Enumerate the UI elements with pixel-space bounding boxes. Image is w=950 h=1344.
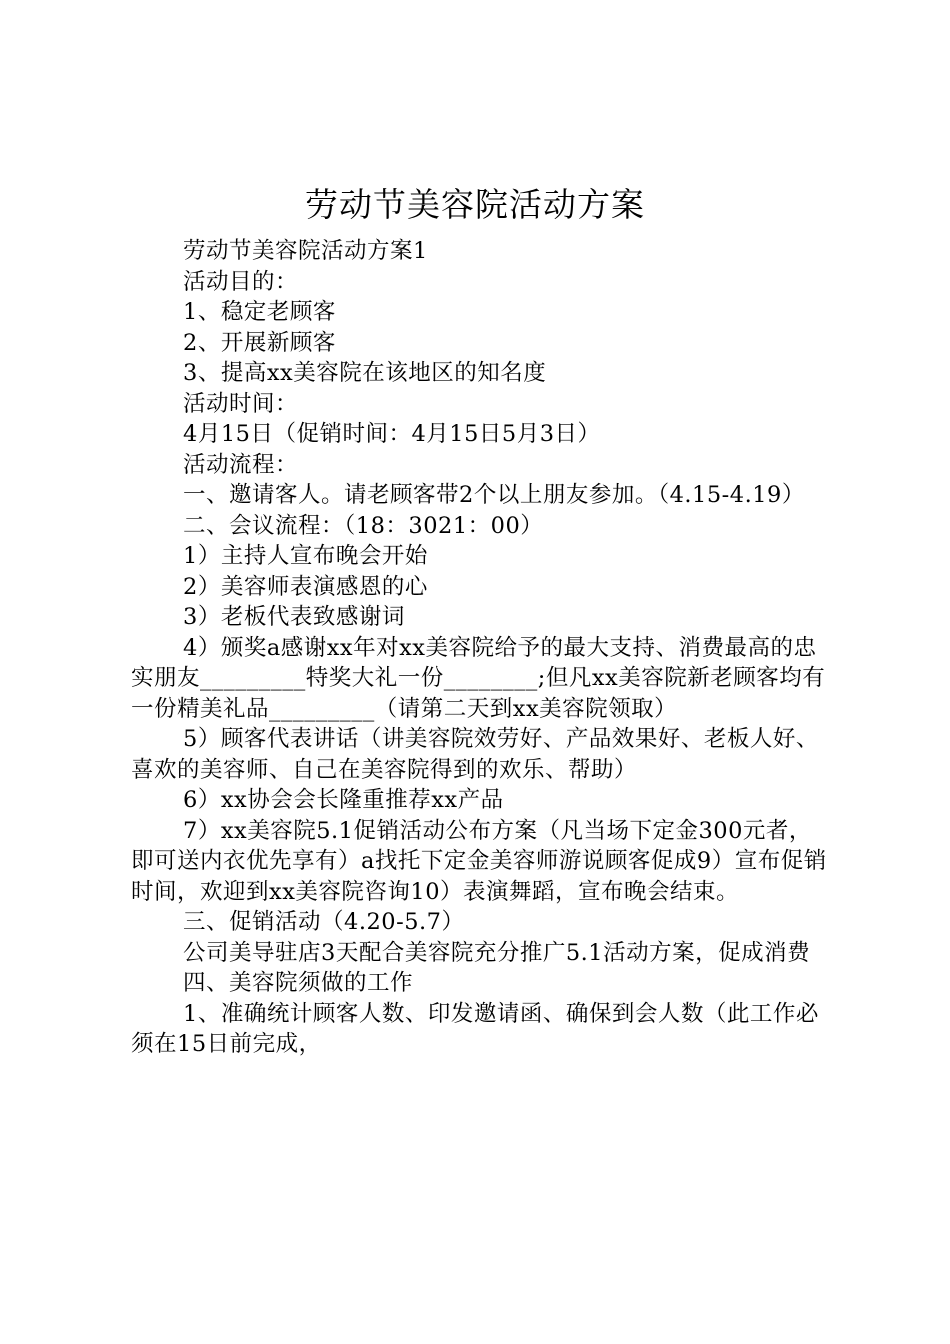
document-title: 劳动节美容院活动方案 xyxy=(305,185,645,224)
paragraph-meeting-step-7: 7）xx美容院5.1促销活动公布方案（凡当场下定金300元者，即可送内衣优先享有）a找托下定金美容师游说顾客促成9）宣布促销时间，欢迎到xx美容院咨询10）表演舞蹈，宣布晚会结束。 xyxy=(131,817,827,905)
paragraph-subtitle: 劳动节美容院活动方案1 xyxy=(183,238,428,264)
paragraph-process-heading: 活动流程： xyxy=(183,451,299,478)
paragraph-promotion-detail: 公司美导驻店3天配合美容院充分推广5.1活动方案，促成消费 xyxy=(183,939,811,966)
paragraph-process-meeting: 二、会议流程：（18：3021：00） xyxy=(183,512,544,539)
paragraph-promotion-heading: 三、促销活动（4.20-5.7） xyxy=(183,909,465,935)
paragraph-meeting-step-5: 5）顾客代表讲话（讲美容院效劳好、产品效果好、老板人好、喜欢的美容师、自己在美容院得到的欢乐、帮助） xyxy=(131,726,819,783)
paragraph-meeting-step-6: 6）xx协会会长隆重推荐xx产品 xyxy=(183,787,504,813)
document-body xyxy=(131,236,831,1060)
paragraph-meeting-step-2: 2）美容师表演感恩的心 xyxy=(183,573,428,600)
paragraph-purpose-1: 1、稳定老顾客 xyxy=(183,299,336,325)
paragraph-purpose-3: 3、提高xx美容院在该地区的知名度 xyxy=(183,360,547,386)
paragraph-salon-work-heading: 四、美容院须做的工作 xyxy=(183,970,414,996)
paragraph-process-invite: 一、邀请客人。请老顾客带2个以上朋友参加。（4.15-4.19） xyxy=(183,482,805,508)
paragraph-time-detail: 4月15日（促销时间：4月15日5月3日） xyxy=(183,421,601,447)
paragraph-time-heading: 活动时间： xyxy=(183,390,299,417)
paragraph-salon-work-1: 1、准确统计顾客人数、印发邀请函、确保到会人数（此工作必须在15日前完成， xyxy=(131,1000,819,1057)
paragraph-meeting-step-4: 4）颁奖a感谢xx年对xx美容院给予的最大支持、消费最高的忠实朋友_________特奖大礼一份________;但凡xx美容院新老顾客均有一份精美礼品_________（请第二天到xx美容院领取） xyxy=(131,634,826,722)
paragraph-meeting-step-3: 3）老板代表致感谢词 xyxy=(183,604,405,630)
paragraph-purpose-heading: 活动目的： xyxy=(183,268,299,295)
paragraph-purpose-2: 2、开展新顾客 xyxy=(183,329,336,356)
paragraph-meeting-step-1: 1）主持人宣布晚会开始 xyxy=(183,543,428,569)
